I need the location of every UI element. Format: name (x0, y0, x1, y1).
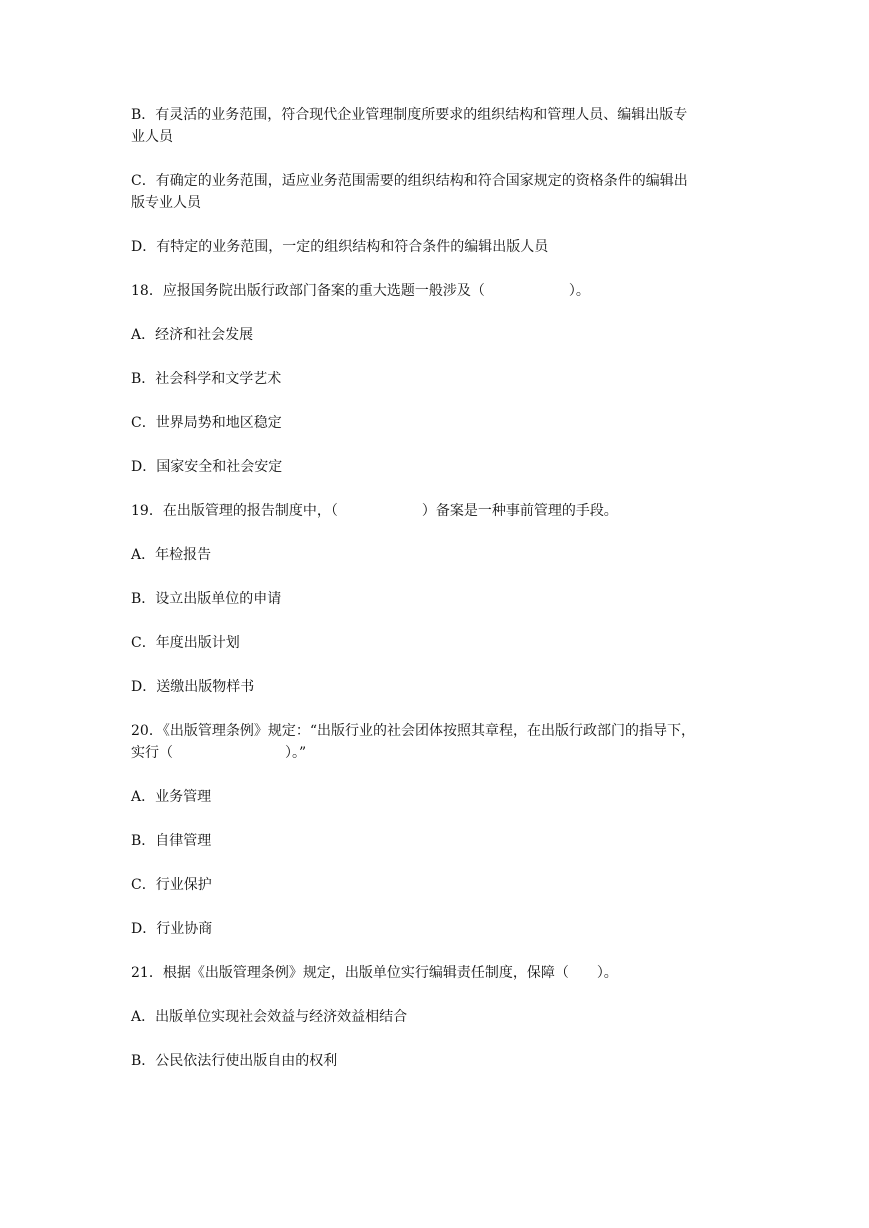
answer-option-19-c (131, 632, 741, 654)
answer-option-18-d (131, 456, 741, 478)
answer-option-19-b (131, 588, 741, 610)
question-20 (131, 720, 741, 764)
question-text: 21．根据《出版管理条例》规定，出版单位实行编辑责任制度，保障（ ）。 (131, 965, 618, 981)
text-line: A．业务管理 (131, 789, 212, 805)
question-21 (131, 962, 741, 984)
answer-option-21-b (131, 1050, 741, 1072)
text-line: C．行业保护 (131, 877, 212, 893)
answer-option-21-a (131, 1006, 741, 1028)
answer-option-18-a (131, 324, 741, 346)
answer-option-17-c (131, 170, 741, 214)
question-text: 18．应报国务院出版行政部门备案的重大选题一般涉及（ ）。 (131, 283, 590, 299)
question-text: 实行（ ）。” (131, 745, 307, 761)
text-line: B．社会科学和文学艺术 (131, 371, 282, 387)
question-18 (131, 280, 741, 302)
answer-option-17-d (131, 236, 741, 258)
text-line: D．国家安全和社会安定 (131, 459, 283, 475)
answer-option-20-c (131, 874, 741, 896)
text-line: A．年检报告 (131, 547, 212, 563)
text-line: B．自律管理 (131, 833, 212, 849)
text-line: A．经济和社会发展 (131, 327, 254, 343)
answer-option-20-a (131, 786, 741, 808)
text-line: B．公民依法行使出版自由的权利 (131, 1053, 338, 1069)
answer-option-17-b (131, 104, 741, 148)
text-line: C．年度出版计划 (131, 635, 240, 651)
text-line: B．设立出版单位的申请 (131, 591, 282, 607)
text-line: D．送缴出版物样书 (131, 679, 255, 695)
text-line: 版专业人员 (131, 195, 201, 211)
answer-option-20-d (131, 918, 741, 940)
answer-option-19-d (131, 676, 741, 698)
question-text: 19．在出版管理的报告制度中，（ ）备案是一种事前管理的手段。 (131, 503, 618, 519)
text-line: B．有灵活的业务范围，符合现代企业管理制度所要求的组织结构和管理人员、编辑出版专 (131, 107, 688, 123)
text-line: D．有特定的业务范围，一定的组织结构和符合条件的编辑出版人员 (131, 239, 549, 255)
document-page (131, 104, 741, 1094)
question-19 (131, 500, 741, 522)
answer-option-18-c (131, 412, 741, 434)
text-line: C．世界局势和地区稳定 (131, 415, 282, 431)
text-line: C．有确定的业务范围，适应业务范围需要的组织结构和符合国家规定的资格条件的编辑出 (131, 173, 688, 189)
answer-option-19-a (131, 544, 741, 566)
answer-option-20-b (131, 830, 741, 852)
text-line: 业人员 (131, 129, 173, 145)
question-text: 20．《出版管理条例》规定：“出版行业的社会团体按照其章程，在出版行政部门的指导下， (131, 723, 695, 739)
text-line: A．出版单位实现社会效益与经济效益相结合 (131, 1009, 408, 1025)
answer-option-18-b (131, 368, 741, 390)
text-line: D．行业协商 (131, 921, 213, 937)
